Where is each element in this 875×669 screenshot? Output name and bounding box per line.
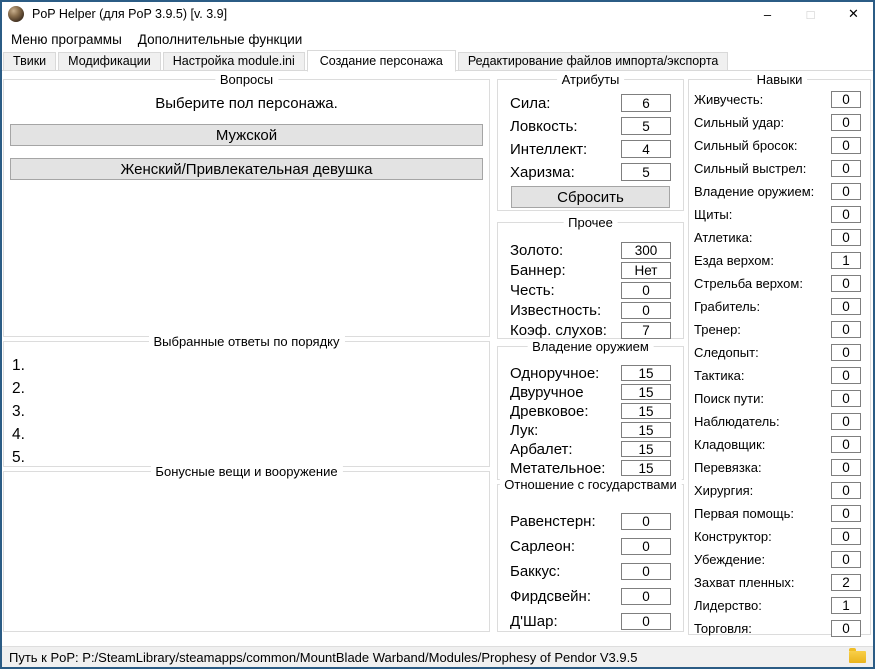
skill-value-input[interactable] [831,114,861,131]
skill-label: Поиск пути: [694,391,765,406]
skill-label: Наблюдатель: [694,414,780,429]
skill-value-input[interactable] [831,183,861,200]
answer-slot: 4. [12,426,25,443]
faction-relations-title: Отношение с государствами [499,477,681,492]
attribute-value-input[interactable] [621,94,671,112]
attributes-rows [510,94,671,181]
skill-label: Тактика: [694,368,745,383]
skill-value-input[interactable] [831,252,861,269]
skill-value-input[interactable] [831,574,861,591]
misc-row [510,282,671,299]
skill-value-input[interactable] [831,436,861,453]
questions-group-title: Вопросы [215,72,278,87]
selected-answers-list [4,342,489,469]
close-button[interactable]: ✕ [832,0,875,28]
faction-value-input[interactable] [621,513,671,530]
misc-label: Золото: [510,242,564,259]
weapon-label: Одноручное: [510,364,600,382]
skill-row [694,367,861,384]
skill-label: Сильный выстрел: [694,161,807,176]
attribute-label: Сила: [510,94,551,112]
tab[interactable]: Редактирование файлов импорта/экспорта [458,52,729,71]
weapon-proficiency-row [510,403,671,419]
skill-row [694,390,861,407]
skill-row [694,206,861,223]
skill-row [694,229,861,246]
attribute-row [510,140,671,158]
window-controls [746,0,875,28]
skill-value-input[interactable] [831,528,861,545]
faction-label: Равенстерн: [510,513,596,530]
attribute-label: Интеллект: [510,140,588,158]
status-bar [2,646,873,667]
faction-relations-rows [510,513,671,630]
weapon-label: Лук: [510,421,539,439]
skill-value-input[interactable] [831,597,861,614]
answer-slot: 5. [12,449,25,466]
answer-button[interactable]: Мужской [10,124,483,146]
misc-row [510,262,671,279]
selected-answers-title: Выбранные ответы по порядку [148,334,344,349]
skill-value-input[interactable] [831,229,861,246]
attributes-group-title: Атрибуты [557,72,625,87]
skill-value-input[interactable] [831,505,861,522]
misc-value-input[interactable] [621,322,671,339]
tab[interactable]: Создание персонажа [307,50,456,72]
menu-item[interactable]: Дополнительные функции [130,29,311,50]
misc-group-title: Прочее [563,215,618,230]
weapon-proficiency-rows [510,365,671,476]
skill-label: Владение оружием: [694,184,815,199]
skills-group [688,72,871,636]
misc-label: Честь: [510,282,555,299]
skill-value-input[interactable] [831,275,861,292]
weapon-proficiency-row [510,460,671,476]
skill-row [694,298,861,315]
tab-bar [0,51,875,71]
skill-label: Лидерство: [694,598,762,613]
skill-row [694,275,861,292]
attributes-group [497,72,684,211]
weapon-value-input[interactable] [621,441,671,457]
skill-row [694,574,861,591]
menu-item[interactable]: Меню программы [3,29,130,50]
attribute-label: Харизма: [510,163,575,181]
misc-label: Известность: [510,302,602,319]
attribute-row [510,163,671,181]
misc-label: Коэф. слухов: [510,322,607,339]
skill-label: Живучесть: [694,92,764,107]
skill-value-input[interactable] [831,620,861,637]
weapon-proficiency-row [510,365,671,381]
answer-button[interactable]: Женский/Привлекательная девушка [10,158,483,180]
weapon-proficiency-row [510,422,671,438]
attribute-label: Ловкость: [510,117,578,135]
weapon-label: Арбалет: [510,440,573,458]
attribute-value-input[interactable] [621,117,671,135]
misc-value-input[interactable] [621,262,671,279]
misc-row [510,302,671,319]
skill-row [694,114,861,131]
misc-value-input[interactable] [621,282,671,299]
skill-row [694,505,861,522]
skill-label: Щиты: [694,207,733,222]
skill-row [694,528,861,545]
faction-value-input[interactable] [621,538,671,555]
weapon-label: Древковое: [510,402,589,420]
menu-bar [0,28,875,51]
weapon-proficiency-group [497,339,684,480]
misc-row [510,242,671,259]
skill-row [694,321,861,338]
questions-group [3,72,490,337]
answer-slot: 1. [12,357,25,374]
weapon-value-input[interactable] [621,422,671,438]
misc-row [510,322,671,339]
skill-value-input[interactable] [831,91,861,108]
skill-label: Езда верхом: [694,253,774,268]
attribute-value-input[interactable] [621,140,671,158]
faction-row [510,588,671,605]
skill-label: Сильный бросок: [694,138,798,153]
skill-label: Атлетика: [694,230,753,245]
maximize-button: □ [789,0,832,28]
weapon-value-input[interactable] [621,403,671,419]
faction-label: Сарлеон: [510,538,576,555]
skill-row [694,91,861,108]
misc-rows [510,242,671,339]
question-prompt: Выберите пол персонажа. [155,95,338,112]
skill-row [694,597,861,614]
skill-row [694,183,861,200]
skill-label: Хирургия: [694,483,754,498]
weapon-value-input[interactable] [621,365,671,381]
skill-value-input[interactable] [831,390,861,407]
skill-label: Кладовщик: [694,437,766,452]
answer-slot: 3. [12,403,25,420]
weapon-label: Метательное: [510,459,606,477]
faction-row [510,538,671,555]
skill-value-input[interactable] [831,344,861,361]
weapon-label: Двуручное [510,383,584,401]
minimize-button[interactable]: – [746,0,789,28]
weapon-proficiency-row [510,384,671,400]
selected-answers-group [3,334,490,467]
faction-label: Д'Шар: [510,613,558,630]
weapon-proficiency-row [510,441,671,457]
attribute-value-input[interactable] [621,163,671,181]
weapon-value-input[interactable] [621,460,671,476]
faction-label: Баккус: [510,563,561,580]
skill-row [694,160,861,177]
skill-label: Захват пленных: [694,575,795,590]
skill-row [694,482,861,499]
skill-label: Торговля: [694,621,752,636]
skill-row [694,459,861,476]
faction-label: Фирдсвейн: [510,588,592,605]
skill-row [694,551,861,568]
skill-label: Следопыт: [694,345,759,360]
skill-label: Грабитель: [694,299,761,314]
skill-label: Сильный удар: [694,115,785,130]
skills-group-title: Навыки [752,72,808,87]
tab[interactable]: Настройка module.ini [163,52,305,71]
answer-buttons [4,124,489,180]
skill-value-input[interactable] [831,482,861,499]
misc-value-input[interactable] [621,302,671,319]
skill-row [694,436,861,453]
reset-button[interactable]: Сбросить [511,186,670,208]
faction-value-input[interactable] [621,588,671,605]
weapon-proficiency-title: Владение оружием [527,339,654,354]
skill-value-input[interactable] [831,321,861,338]
skill-label: Конструктор: [694,529,772,544]
tab[interactable]: Твики [3,52,56,71]
faction-value-input[interactable] [621,563,671,580]
skill-value-input[interactable] [831,298,861,315]
skill-label: Перевязка: [694,460,762,475]
faction-row [510,563,671,580]
app-icon [8,6,24,22]
faction-relations-group [497,477,684,632]
misc-value-input[interactable] [621,242,671,259]
skill-value-input[interactable] [831,551,861,568]
skill-value-input[interactable] [831,137,861,154]
faction-row [510,613,671,630]
skill-value-input[interactable] [831,367,861,384]
attribute-row [510,117,671,135]
folder-icon[interactable] [849,651,866,663]
skill-label: Первая помощь: [694,506,794,521]
skill-row [694,252,861,269]
bonus-items-group [3,464,490,632]
title-bar [0,0,875,28]
skill-label: Тренер: [694,322,741,337]
pop-path-text: Путь к PoP: P:/SteamLibrary/steamapps/common/MountBlade Warband/Modules/Prophesy of Pendor V3.9.5 [9,649,638,665]
tab[interactable]: Модификации [58,52,161,71]
skill-row [694,620,861,637]
skill-label: Стрельба верхом: [694,276,803,291]
skill-row [694,344,861,361]
weapon-value-input[interactable] [621,384,671,400]
answer-slot: 2. [12,380,25,397]
bonus-items-title: Бонусные вещи и вооружение [150,464,342,479]
faction-value-input[interactable] [621,613,671,630]
skill-value-input[interactable] [831,413,861,430]
attribute-row [510,94,671,112]
skill-value-input[interactable] [831,206,861,223]
misc-group [497,215,684,339]
skill-value-input[interactable] [831,160,861,177]
skill-value-input[interactable] [831,459,861,476]
skill-label: Убеждение: [694,552,766,567]
faction-row [510,513,671,530]
skill-row [694,137,861,154]
skill-row [694,413,861,430]
window-title: PoP Helper (для PoP 3.9.5) [v. 3.9] [32,7,228,21]
skills-rows [694,91,861,637]
misc-label: Баннер: [510,262,566,279]
